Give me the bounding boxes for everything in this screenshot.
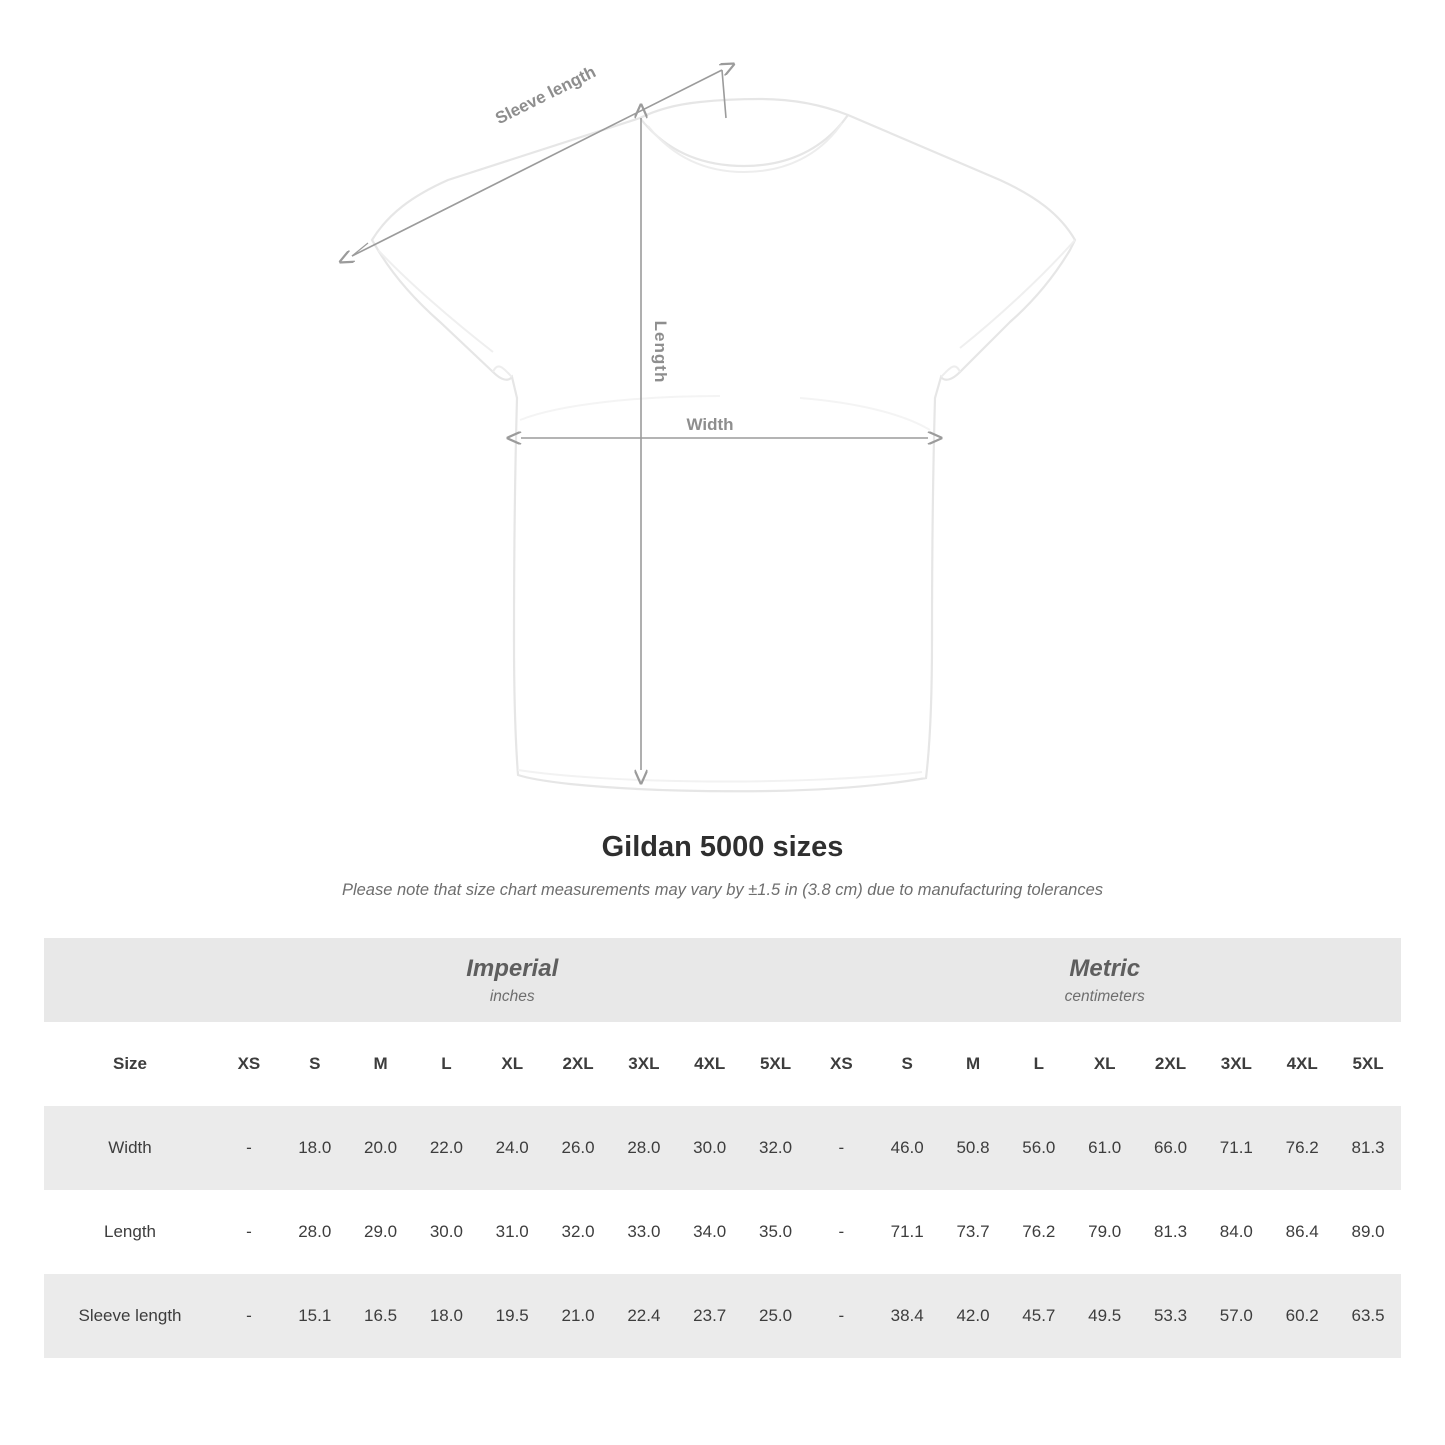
- width-imperial-l: 22.0: [413, 1106, 479, 1190]
- length-label: Length: [651, 320, 670, 384]
- sleeve-imperial-3xl: 22.4: [611, 1274, 677, 1358]
- length-imperial-xs: -: [216, 1190, 282, 1274]
- sleeve-metric-2xl: 53.3: [1138, 1274, 1204, 1358]
- length-imperial-3xl: 33.0: [611, 1190, 677, 1274]
- size-row: [44, 1022, 1401, 1106]
- size-imperial-xl: XL: [479, 1022, 545, 1106]
- size-metric-5xl: 5XL: [1335, 1022, 1401, 1106]
- length-imperial-5xl: 35.0: [743, 1190, 809, 1274]
- length-metric-m: 73.7: [940, 1190, 1006, 1274]
- tolerance-note: Please note that size chart measurements may vary by ±1.5 in (3.8 cm) due to manufacturing tolerances: [341, 880, 1104, 899]
- width-imperial-s: 18.0: [282, 1106, 348, 1190]
- width-metric-4xl: 76.2: [1269, 1106, 1335, 1190]
- size-metric-4xl: 4XL: [1269, 1022, 1335, 1106]
- size-imperial-xs: XS: [216, 1022, 282, 1106]
- row-label-width: Width: [44, 1106, 216, 1190]
- length-metric-xl: 79.0: [1072, 1190, 1138, 1274]
- row-label-sleeve-length: Sleeve length: [44, 1274, 216, 1358]
- size-imperial-3xl: 3XL: [611, 1022, 677, 1106]
- width-imperial-2xl: 26.0: [545, 1106, 611, 1190]
- unit-header-spacer: [44, 938, 216, 1022]
- length-imperial-m: 29.0: [348, 1190, 414, 1274]
- sleeve-imperial-s: 15.1: [282, 1274, 348, 1358]
- width-imperial-m: 20.0: [348, 1106, 414, 1190]
- sleeve-imperial-xs: -: [216, 1274, 282, 1358]
- size-table-wrapper: [0, 938, 1445, 1358]
- width-metric-xs: -: [808, 1106, 874, 1190]
- size-metric-s: S: [874, 1022, 940, 1106]
- width-metric-m: 50.8: [940, 1106, 1006, 1190]
- imperial-header: [216, 938, 808, 1022]
- width-metric-s: 46.0: [874, 1106, 940, 1190]
- size-metric-3xl: 3XL: [1203, 1022, 1269, 1106]
- tshirt-shape: [372, 99, 1075, 791]
- size-metric-m: M: [940, 1022, 1006, 1106]
- length-imperial-2xl: 32.0: [545, 1190, 611, 1274]
- imperial-sub: inches: [489, 987, 535, 1005]
- size-imperial-l: L: [413, 1022, 479, 1106]
- length-metric-3xl: 84.0: [1203, 1190, 1269, 1274]
- length-metric-5xl: 89.0: [1335, 1190, 1401, 1274]
- sleeve-metric-s: 38.4: [874, 1274, 940, 1358]
- size-metric-2xl: 2XL: [1138, 1022, 1204, 1106]
- length-metric-l: 76.2: [1006, 1190, 1072, 1274]
- width-imperial-4xl: 30.0: [677, 1106, 743, 1190]
- length-metric-xs: -: [808, 1190, 874, 1274]
- table-row: [44, 1190, 1401, 1274]
- size-imperial-s: S: [282, 1022, 348, 1106]
- size-row-label: Size: [44, 1022, 216, 1106]
- length-metric-4xl: 86.4: [1269, 1190, 1335, 1274]
- sleeve-metric-l: 45.7: [1006, 1274, 1072, 1358]
- width-metric-l: 56.0: [1006, 1106, 1072, 1190]
- length-imperial-l: 30.0: [413, 1190, 479, 1274]
- size-imperial-5xl: 5XL: [743, 1022, 809, 1106]
- length-imperial-s: 28.0: [282, 1190, 348, 1274]
- page-title: Gildan 5000 sizes: [601, 831, 844, 863]
- length-metric-s: 71.1: [874, 1190, 940, 1274]
- sleeve-imperial-4xl: 23.7: [677, 1274, 743, 1358]
- metric-header: [808, 938, 1401, 1022]
- row-label-length: Length: [44, 1190, 216, 1274]
- sleeve-metric-5xl: 63.5: [1335, 1274, 1401, 1358]
- size-metric-xl: XL: [1072, 1022, 1138, 1106]
- length-imperial-4xl: 34.0: [677, 1190, 743, 1274]
- width-imperial-3xl: 28.0: [611, 1106, 677, 1190]
- unit-header-row: [44, 938, 1401, 1022]
- imperial-name: Imperial: [466, 954, 559, 982]
- sleeve-imperial-5xl: 25.0: [743, 1274, 809, 1358]
- size-table: [44, 938, 1401, 1358]
- size-imperial-2xl: 2XL: [545, 1022, 611, 1106]
- sleeve-imperial-m: 16.5: [348, 1274, 414, 1358]
- sleeve-metric-xl: 49.5: [1072, 1274, 1138, 1358]
- width-label: Width: [686, 415, 734, 434]
- sleeve-imperial-xl: 19.5: [479, 1274, 545, 1358]
- width-metric-xl: 61.0: [1072, 1106, 1138, 1190]
- tshirt-body: [372, 99, 1075, 791]
- sleeve-metric-m: 42.0: [940, 1274, 1006, 1358]
- width-metric-3xl: 71.1: [1203, 1106, 1269, 1190]
- sleeve-metric-xs: -: [808, 1274, 874, 1358]
- width-imperial-xs: -: [216, 1106, 282, 1190]
- sleeve-imperial-l: 18.0: [413, 1274, 479, 1358]
- width-metric-2xl: 66.0: [1138, 1106, 1204, 1190]
- width-metric-5xl: 81.3: [1335, 1106, 1401, 1190]
- size-metric-l: L: [1006, 1022, 1072, 1106]
- sleeve-length-label: Sleeve length: [492, 62, 599, 129]
- size-imperial-4xl: 4XL: [677, 1022, 743, 1106]
- length-imperial-xl: 31.0: [479, 1190, 545, 1274]
- metric-sub: centimeters: [1064, 987, 1145, 1005]
- length-metric-2xl: 81.3: [1138, 1190, 1204, 1274]
- metric-name: Metric: [1069, 954, 1141, 982]
- sleeve-metric-4xl: 60.2: [1269, 1274, 1335, 1358]
- sleeve-metric-3xl: 57.0: [1203, 1274, 1269, 1358]
- size-imperial-m: M: [348, 1022, 414, 1106]
- width-imperial-5xl: 32.0: [743, 1106, 809, 1190]
- size-metric-xs: XS: [808, 1022, 874, 1106]
- width-imperial-xl: 24.0: [479, 1106, 545, 1190]
- sleeve-imperial-2xl: 21.0: [545, 1274, 611, 1358]
- table-row: [44, 1274, 1401, 1358]
- table-row: [44, 1106, 1401, 1190]
